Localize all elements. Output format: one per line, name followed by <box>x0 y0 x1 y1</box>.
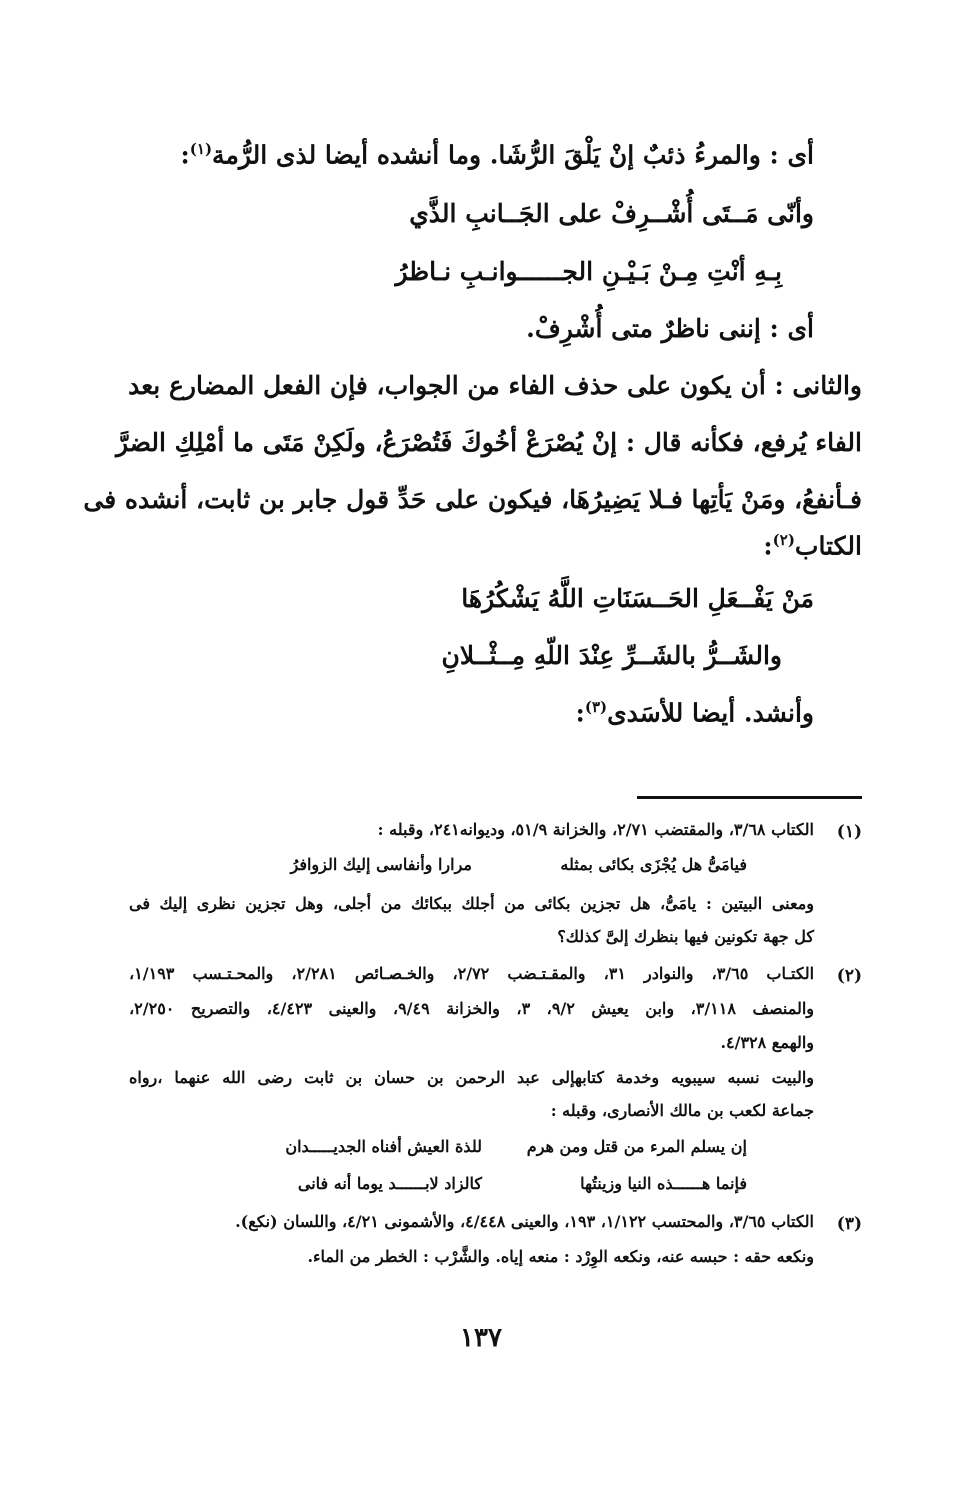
footnote-ref-2: (٢) <box>772 531 795 549</box>
footnote-2-verse-1-right: إن يسلم المرء من قتل ومن هرم <box>526 1137 747 1156</box>
paragraph-line-4-text: الكتاب <box>794 531 862 561</box>
footnote-2-verse-1-left: للذة العيش أفناه الجديـــــدان <box>285 1137 482 1156</box>
paragraph-line-2: الفاء يُرفع، فكأنه قال : إنْ يُصْرَعْ أخُوكَ فَتُصْرَعُ، ولَكِنْ مَتَى ما أمْلِكِ الضرَّ <box>115 428 862 457</box>
footnote-3-line-1: الكتاب ٣/٦٥، والمحتسب ١/١٢٢، ١٩٣، والعينى ٤/٤٤٨، والأشمونى ٤/٢١، واللسان (نكع). <box>235 1212 814 1231</box>
paragraph-line-1: والثانى : أن يكون على حذف الفاء من الجواب، فإن الفعل المضارع بعد <box>128 371 862 400</box>
footnote-1-verse-left: مرارا وأنفاسى إليك الزوافرُ <box>290 855 472 874</box>
footnote-ref-3: (٣) <box>584 698 608 716</box>
verse-2-first-hemistich: مَنْ يَفْــعَلِ الحَــسَنَاتِ اللَّهُ يَشْكُرُهَا <box>461 584 814 613</box>
colon: : <box>763 531 773 561</box>
footnote-number-3: (٣) <box>836 1214 862 1234</box>
colon: : <box>575 698 585 728</box>
footnote-2-line-1: الكتـاب ٣/٦٥، والنوادر ٣١، والمقـتـضب ٢/٧٢، والخـصـائص ٢/٢٨١، والمحـتـسب ١/١٩٣، <box>129 964 815 983</box>
footnote-2-line-3: والهمع ٤/٣٢٨. <box>720 1033 814 1052</box>
footnote-number-2: (٢) <box>836 966 862 986</box>
body-last-line <box>575 698 814 728</box>
footnote-1-verse-right: فيامَىُّ هل يُجْزَى بكائى بمثله <box>560 855 747 874</box>
paragraph-line-4 <box>763 531 862 561</box>
footnote-1-line-2: ومعنى البيتين : يامَىُّ، هل تجزين بكائى من أجلك ببكائك من أجلى، وهل تجزين نظرى إليك فى <box>129 894 814 913</box>
colon: : <box>180 140 190 170</box>
footnote-number-1: (١) <box>836 822 862 842</box>
footnote-1-line-3: كل جهة تكونين فيها بنظرك إلىَّ كذلك؟ <box>557 927 814 946</box>
footnote-1-line-1: الكتاب ٣/٦٨، والمقتضب ٢/٧١، والخزانة ٥١/٩، وديوانه٢٤١، وقبله : <box>377 820 814 839</box>
footnote-2-verse-2-right: فإنما هــــــذه النيا وزينتُها <box>580 1174 747 1193</box>
body-last-line-text: وأنشد. أيضا للأسَدى <box>607 698 814 728</box>
footnote-2-line-4: والبيت نسبه سيبويه وخدمة كتابهإلى عبد الرحمن بن حسان بن ثابت رضى الله عنهما ،رواه <box>129 1068 814 1087</box>
footnote-separator <box>637 796 862 799</box>
body-line-1-text: أى : والمرءُ ذئبٌ إنْ يَلْقَ الرُّشَا. وما أنشده أيضا لذى الرُّمة <box>212 140 814 170</box>
verse-1-first-hemistich: وأنّى مَــتَى أُشْــرِفْ على الجَــانبِ الذَّي <box>409 199 814 228</box>
footnote-2-line-5: جماعة لكعب بن مالك الأنصارى، وقبله : <box>550 1101 814 1120</box>
verse-1-second-hemistich: بِـهِ أنْتِ مِـنْ بَـيْـنِ الجــــــوانـبِ نـاظرُ <box>395 257 782 286</box>
footnote-2-line-2: والمنصف ٣/١١٨، وابن يعيش ٩/٢، ٣، والخزانة ٩/٤٩، والعينى ٤/٤٢٣، والتصريح ٢/٢٥٠، <box>129 999 815 1018</box>
footnote-ref-1: (١) <box>189 140 213 158</box>
verse-2-second-hemistich: والشَــرُّ بالشَــرِّ عِنْدَ اللّهِ مِــثْــلانِ <box>441 641 782 670</box>
body-line-1 <box>180 140 814 170</box>
footnote-2-verse-2-left: كالزاد لابــــــد يوما أنه فانى <box>297 1174 482 1193</box>
page-number: ١٣٧ <box>460 1323 502 1353</box>
body-line-4: أى : إننى ناظرٌ متى أُشْرِفْ. <box>526 314 814 343</box>
paragraph-line-3: فـأنفعُ، ومَنْ يَأتِها فـلا يَضِيرُهَا، فيكون على حَدِّ قول جابر بن ثابت، أنشده فى <box>83 485 862 514</box>
footnote-3-line-2: ونكعه حقه : حبسه عنه، ونكعه الوِرْد : منعه إياه. والشَّرْب : الخطر من الماء. <box>307 1247 814 1266</box>
